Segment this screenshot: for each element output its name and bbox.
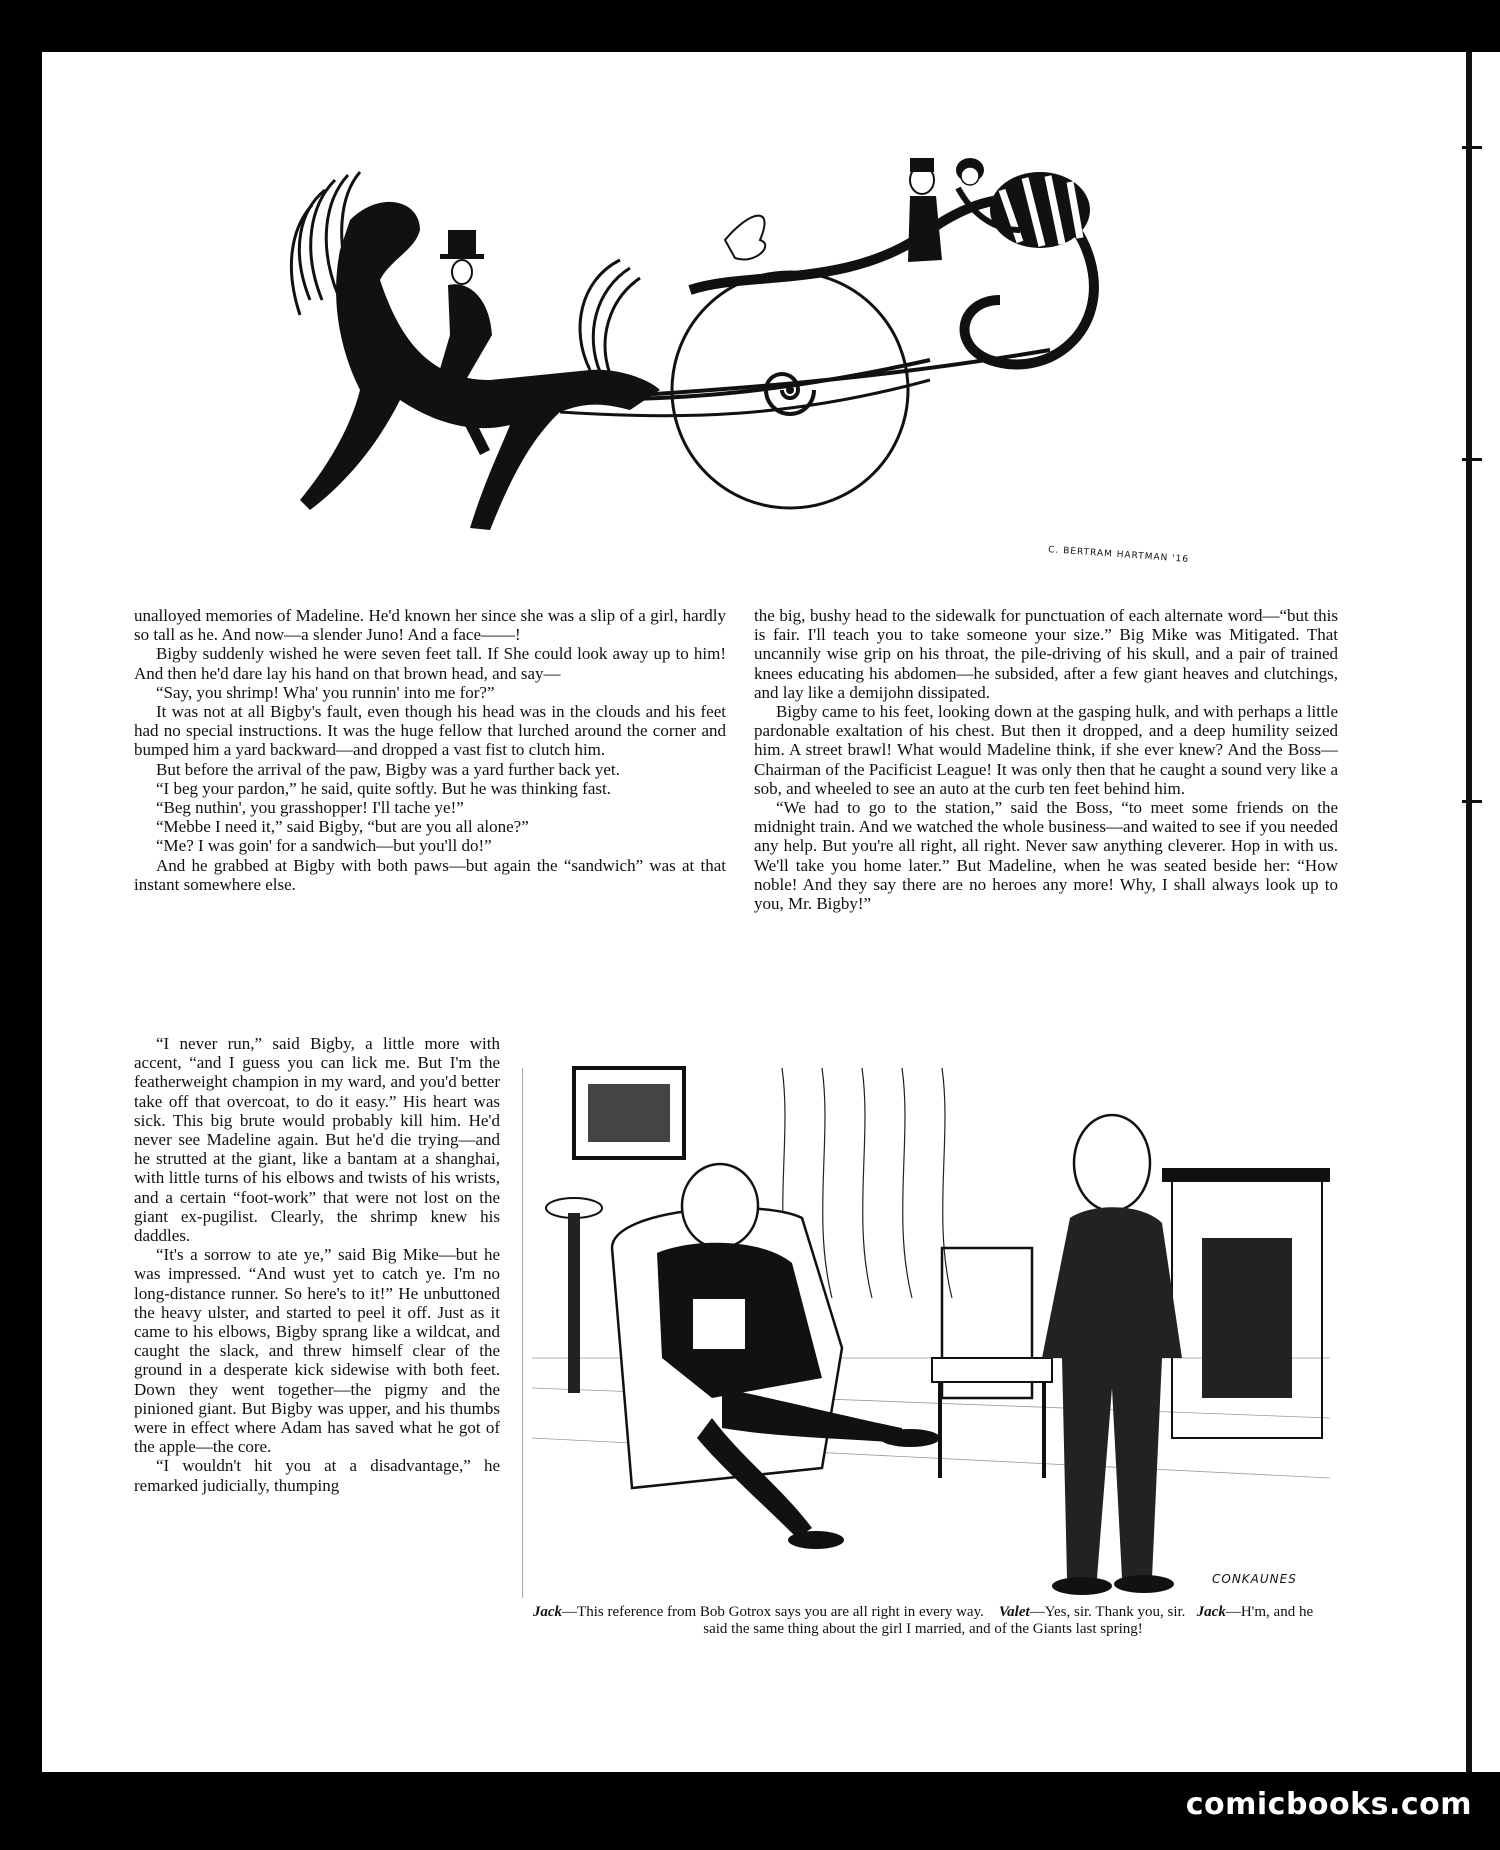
paragraph: unalloyed memories of Madeline. He'd known her since she was a slip of a girl, hardly so tall as he. And now—a slender Juno! And a face——! bbox=[134, 606, 726, 645]
caption-speaker: Jack bbox=[532, 1604, 563, 1620]
binding-tick bbox=[1462, 800, 1482, 803]
left-column-narrow-text bbox=[134, 1034, 500, 1495]
horse-carriage-illustration bbox=[230, 150, 1190, 580]
paragraph: “Say, you shrimp! Wha' you runnin' into me for?” bbox=[156, 682, 495, 702]
binding-tick bbox=[1462, 458, 1482, 461]
caption-line: —This reference from Bob Gotrox says you are all right in every way. bbox=[562, 1604, 984, 1620]
paragraph: And he grabbed at Bigby with both paws—but again the “sandwich” was at that instant somewhere else. bbox=[134, 855, 726, 894]
left-column-text bbox=[134, 606, 726, 894]
caption-speaker: Valet bbox=[998, 1604, 1030, 1620]
valet-cartoon-illustration bbox=[522, 1058, 1330, 1598]
paragraph: “Mebbe I need it,” said Bigby, “but are you all alone?” bbox=[156, 817, 529, 837]
paragraph: “I beg your pardon,” he said, quite softly. But he was thinking fast. bbox=[156, 778, 611, 798]
paragraph: Bigby came to his feet, looking down at the gasping hulk, and with perhaps a little pardonable exaltation of his chest. But then it dropped, and a deep humility seized him. A street brawl! What would Madeline think, if she ever knew? And the Boss—Chairman of the Pacificist League! It was only then that he caught a sound very like a sob, and wheeled to see an auto at the curb ten feet behind him. bbox=[754, 702, 1338, 798]
paragraph: “We had to go to the station,” said the Boss, “to meet some friends on the midnight train. And we watched the whole business—and waited to see if you needed any help. But you're all right, all right. Never saw anything cleverer. Hop in with us. We'll take you home later.” But Madeline, when he was seated beside her: “How noble! And they say there are no heroes any more! Why, I shall always look up to you, Mr. Bigby!” bbox=[754, 798, 1338, 914]
cartoonist-signature: CONKAUNES bbox=[1212, 1572, 1297, 1586]
watermark: comicbooks.com bbox=[1185, 1787, 1472, 1822]
paragraph: “I never run,” said Bigby, a little more with accent, “and I guess you can lick me. But I'm the featherweight champion in my ward, and you'd better take off that overcoat, to do it easy.” His heart was sick. This big brute would probably kill him. He'd never see Madeline again. But he'd die trying—and he strutted at the giant, like a bantam at a shanghai, with little turns of his elbows and twists of his wrists, and a certain “foot-work” that were not lost on the giant ex-pugilist. Clearly, the shrimp knew his daddles. bbox=[134, 1034, 500, 1246]
paragraph: But before the arrival of the paw, Bigby was a yard further back yet. bbox=[156, 759, 620, 779]
caption-line: —H'm, and he said the same thing about the girl I married, and of the Giants last spring! bbox=[703, 1604, 1314, 1637]
paragraph: “I wouldn't hit you at a disadvantage,” he remarked judicially, thumping bbox=[134, 1456, 500, 1495]
binding-tick bbox=[1462, 146, 1482, 149]
illustrator-signature: C. BERTRAM HARTMAN '16 bbox=[1047, 545, 1190, 565]
cartoon-caption bbox=[528, 1604, 1318, 1638]
paragraph: “It's a sorrow to ate ye,” said Big Mike—but he was impressed. “And wust yet to catch ye. I'm no long-distance runner. So here's to it!” He unbuttoned the heavy ulster, and started to peel it off. Just as it came to his elbows, Bigby sprang like a wildcat, and caught the slack, and threw himself clear of the ground in a desperate kick sidewise with both feet. Down they went together—the pigmy and the pinioned giant. But Bigby was upper, and his thumbs were in effect where Adam has saved what he got of the apple—the core. bbox=[134, 1245, 500, 1457]
caption-line: —Yes, sir. Thank you, sir. bbox=[1029, 1604, 1186, 1620]
paragraph: “Me? I was goin' for a sandwich—but you'll do!” bbox=[156, 836, 492, 856]
right-column-text bbox=[754, 606, 1338, 913]
next-page-edge bbox=[1472, 52, 1500, 1772]
caption-speaker: Jack bbox=[1196, 1604, 1226, 1620]
paragraph: Bigby suddenly wished he were seven feet tall. If She could look away up to him! And then he'd dare lay his hand on that brown head, and say— bbox=[134, 644, 726, 683]
paragraph: “Beg nuthin', you grasshopper! I'll tache ye!” bbox=[156, 798, 464, 818]
paragraph: the big, bushy head to the sidewalk for punctuation of each alternate word—“but this is fair. I'll teach you to take someone your size.” Big Mike was Mitigated. That uncannily wise grip on his throat, the pile-driving of his skull, and a pair of trained knees educating his abdomen—he subsided, after a few giant heaves and clutchings, and lay like a demijohn dissipated. bbox=[754, 606, 1338, 702]
paragraph: It was not at all Bigby's fault, even though his head was in the clouds and his feet had no special instructions. It was the huge fellow that lurched around the corner and bumped him a yard backward—and dropped a vast fist to clutch him. bbox=[134, 702, 726, 760]
